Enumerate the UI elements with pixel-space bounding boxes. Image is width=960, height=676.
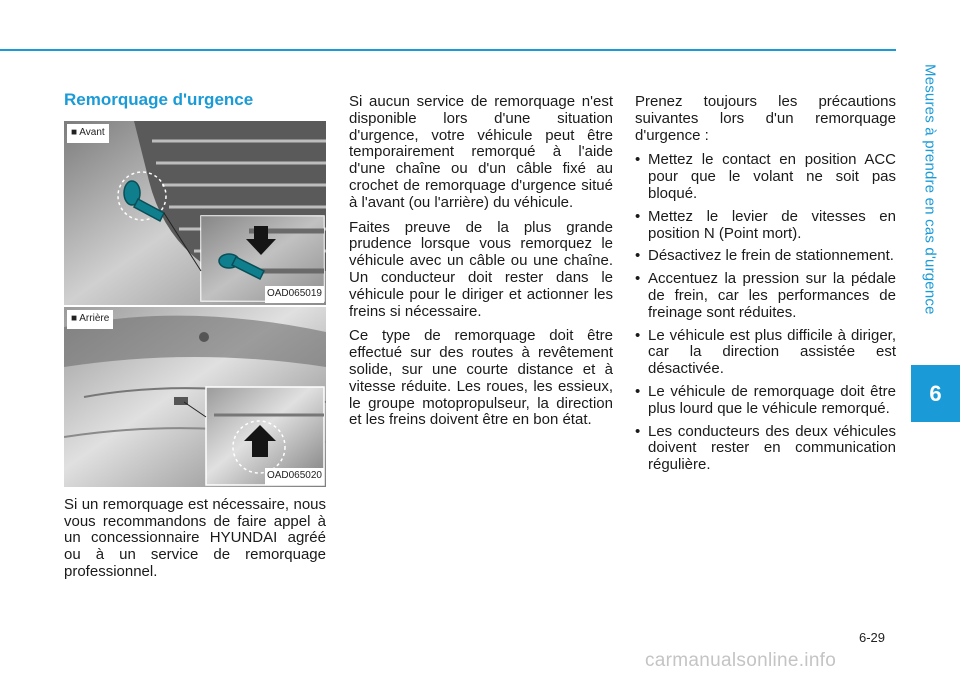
front-photo (64, 121, 326, 305)
list-item: • Les conducteurs des deux véhicules doivent rester en communication régulière. (635, 422, 896, 474)
bullet-glyph: • (635, 207, 641, 225)
chapter-side-title (904, 64, 956, 364)
column-right (635, 94, 896, 480)
bullet-glyph: • (635, 326, 641, 344)
front-label: ■ Avant (67, 124, 109, 143)
rear-photo (64, 307, 326, 487)
column-left (64, 92, 326, 589)
paragraph-no-service: Si aucun service de remorquage n'est disponible lors d'une situation d'urgence, votre véhicule peut être temporairement remorqué à l'aide d'une chaîne ou d'un câble fixé au crochet de remorquage d'urgence situé à l'avant (ou l'arrière) du véhicule. (349, 93, 613, 211)
chapter-tab[interactable]: 6 (911, 365, 960, 422)
front-figure-code: OAD065019 (265, 286, 324, 303)
page-number: 6-29 (859, 630, 886, 645)
intro-paragraph: Si un remorquage est nécessaire, nous vous recommandons de faire appel à un concessionnaire HYUNDAI agréé ou à un service de remorquage professionnel. (64, 495, 326, 580)
list-item: • Accentuez la pression sur la pédale de frein, car les performances de freinage sont réduites. (635, 270, 896, 321)
paragraph-prudence: Faites preuve de la plus grande prudence lorsque vous remorquez le véhicule avec un câble ou une chaîne. Un conducteur doit rester dans le véhicule pour le diriger et actionner les freins si nécessaire. (349, 218, 613, 320)
column-middle (349, 94, 613, 437)
watermark: carmanualsonline.info (645, 650, 837, 671)
chapter-title-text: Mesures à prendre en cas d'urgence (921, 64, 939, 315)
towing-hook-figure (64, 121, 326, 487)
list-item: • Le véhicule est plus difficile à diriger, car la direction assistée est désactivée. (635, 326, 896, 378)
bullet-glyph: • (635, 247, 641, 265)
list-item: • Le véhicule de remorquage doit être plus lourd que le véhicule remorqué. (635, 382, 896, 417)
bullet-glyph: • (635, 382, 641, 400)
rear-figure-code: OAD065020 (265, 468, 324, 485)
list-item: • Mettez le contact en position ACC pour que le volant ne soit pas bloqué. (635, 151, 896, 202)
front-bumper-illustration (64, 121, 326, 305)
section-title: Remorquage d'urgence (64, 90, 254, 109)
bullet-glyph: • (635, 151, 641, 169)
list-item: • Mettez le levier de vitesses en position N (Point mort). (635, 207, 896, 242)
bullet-glyph: • (635, 422, 641, 440)
bullet-glyph: • (635, 270, 641, 288)
list-item: • Désactivez le frein de stationnement. (635, 247, 894, 265)
paragraph-road-conditions: Ce type de remorquage doit être effectué sur des routes à revêtement solide, sur une courte distance et à vitesse réduite. Les roues, les essieux, le groupe motopropulseur, la direction et les freins doivent être en bon état. (349, 327, 613, 429)
rear-label: ■ Arrière (67, 310, 113, 329)
precautions-list (635, 152, 896, 474)
precautions-intro: Prenez toujours les précautions suivantes lors d'un remorquage d'urgence : (635, 93, 896, 144)
rear-bumper-illustration (64, 307, 326, 487)
header-rule (0, 49, 896, 51)
